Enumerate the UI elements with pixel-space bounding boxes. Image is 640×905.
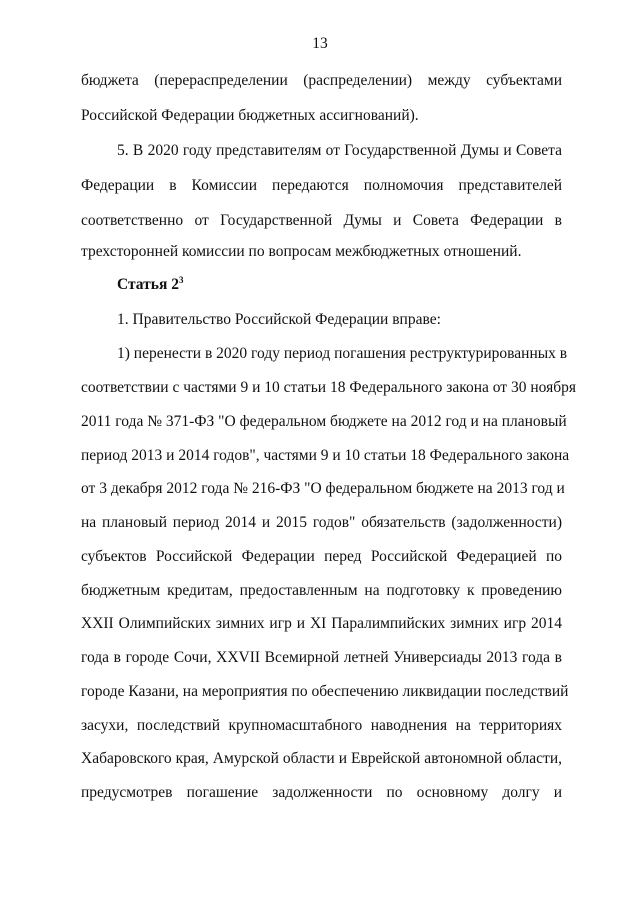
text-line-3: 5. В 2020 году представителям от Государственной Думы и Совета — [117, 142, 562, 159]
article-heading-superscript: 3 — [178, 274, 184, 285]
text-line-18: года в городе Сочи, XXVII Всемирной летней Универсиады 2013 года в — [81, 649, 562, 666]
text-line-9: 1) перенести в 2020 году период погашения реструктурированных в — [117, 345, 568, 362]
text-line-15: субъектов Российской Федерации перед Российской Федерацией по — [81, 548, 562, 565]
text-line-10: соответствии с частями 9 и 10 статьи 18 Федерального закона от 30 ноября — [81, 379, 576, 396]
text-line-11: 2011 года № 371-ФЗ "О федеральном бюджете на 2012 год и на плановый — [81, 413, 567, 430]
text-line-4: Федерации в Комиссии передаются полномочия представителей — [81, 177, 562, 194]
page-number: 13 — [312, 35, 328, 52]
text-line-14: на плановый период 2014 и 2015 годов" обязательств (задолженности) — [81, 514, 562, 531]
text-line-16: бюджетным кредитам, предоставленным на подготовку к проведению — [81, 582, 562, 599]
text-line-12: период 2013 и 2014 годов", частями 9 и 10 статьи 18 Федерального закона — [81, 447, 570, 464]
text-line-22: предусмотрев погашение задолженности по основному долгу и — [81, 784, 562, 801]
text-line-20: засухи, последствий крупномасштабного наводнения на территориях — [81, 717, 562, 734]
text-line-8: 1. Правительство Российской Федерации вправе: — [117, 311, 441, 328]
article-heading — [117, 275, 562, 295]
text-line-2: Российской Федерации бюджетных ассигнований). — [81, 107, 419, 124]
text-line-21: Хабаровского края, Амурской области и Еврейской автономной области, — [81, 750, 562, 767]
text-line-1: бюджета (перераспределении (распределении) между субъектами — [81, 72, 562, 89]
text-line-19: городе Казани, на мероприятия по обеспечению ликвидации последствий — [81, 683, 569, 700]
article-heading-text: Статья 2 — [117, 276, 179, 293]
text-line-17: XXII Олимпийских зимних игр и XI Паралимпийских зимних игр 2014 — [81, 615, 562, 632]
text-line-13: от 3 декабря 2012 года № 216-ФЗ "О федеральном бюджете на 2013 год и — [81, 480, 565, 497]
text-line-6: трехсторонней комиссии по вопросам межбюджетных отношений. — [81, 243, 522, 260]
text-line-5: соответственно от Государственной Думы и Совета Федерации в — [81, 212, 562, 229]
